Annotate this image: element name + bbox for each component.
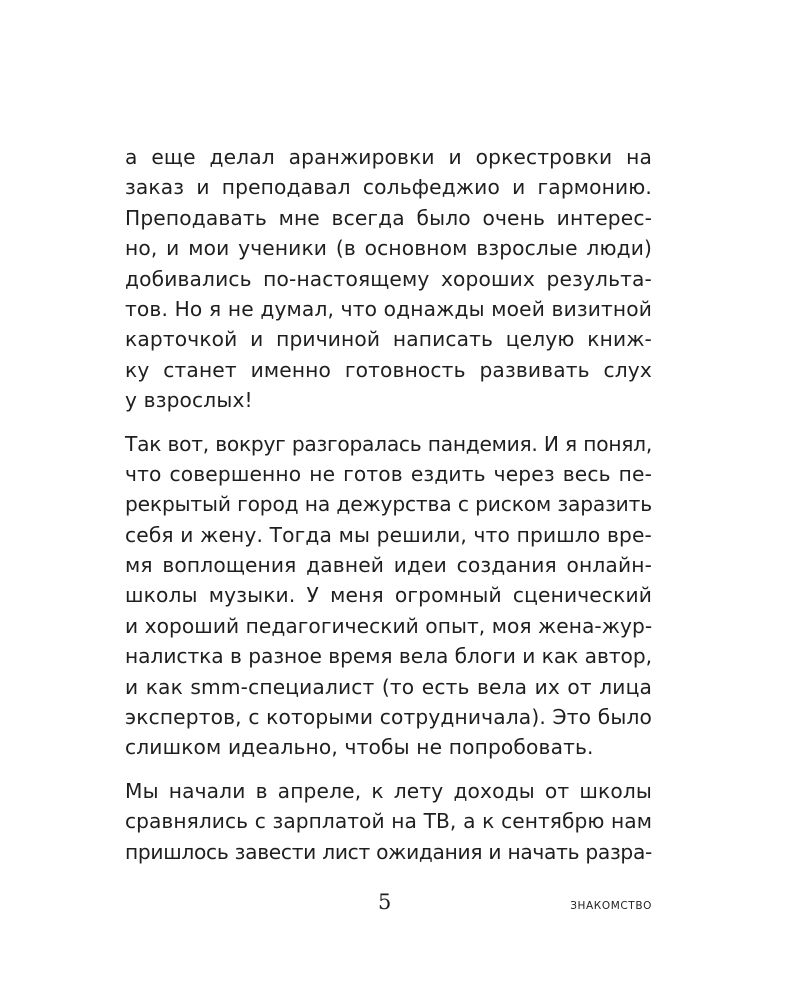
text-line: экспертов, с которыми сотрудничала). Это было: [125, 705, 652, 730]
text-line: что совершенно не готов ездить через весь пе-: [125, 461, 652, 486]
paragraph-3: [125, 776, 652, 867]
text-line: и как smm-специалист (то есть вела их от лица: [125, 674, 652, 699]
text-line: налистка в разное время вела блоги и как автор,: [125, 644, 652, 669]
text-line: Преподавать мне всегда было очень интерес-: [125, 205, 652, 230]
page-number: 5: [378, 890, 392, 914]
text-line: школы музыки. У меня огромный сценический: [125, 583, 652, 608]
text-line: заказ и преподавал сольфеджио и гармонию.: [125, 175, 652, 200]
text-line: но, и мои ученики (в основном взрослые люди): [125, 236, 652, 261]
text-line: добивались по-настоящему хороших результа-: [125, 266, 652, 291]
text-line: и хороший педагогический опыт, моя жена-жур-: [125, 613, 653, 638]
text-line: а еще делал аранжировки и оркестровки на: [125, 145, 652, 169]
text-line: у взрослых!: [125, 388, 253, 413]
text-line: рекрытый город на дежурства с риском заразить: [125, 492, 652, 517]
text-line: тов. Но я не думал, что однажды моей визитной: [125, 296, 653, 321]
text-line: Мы начали в апреле, к лету доходы от школы: [125, 778, 652, 803]
text-line: слишком идеально, чтобы не попробовать.: [125, 735, 594, 760]
text-line: ку станет именно готовность развивать слух: [125, 357, 652, 382]
body-text: [125, 142, 652, 880]
paragraph-2: [125, 429, 652, 763]
text-line: карточкой и причиной написать целую книж-: [125, 327, 652, 352]
text-line: сравнялись с зарплатой на ТВ, а к сентябрю нам: [125, 809, 652, 834]
running-head: ЗНАКОМСТВО: [570, 900, 652, 912]
text-line: пришлось завести лист ожидания и начать разра-: [125, 839, 652, 864]
text-line: мя воплощения давней идеи создания онлайн-: [125, 553, 652, 578]
paragraph-1: [125, 142, 652, 416]
text-line: Так вот, вокруг разгоралась пандемия. И я понял,: [125, 431, 652, 456]
text-line: себя и жену. Тогда мы решили, что пришло вре-: [125, 522, 652, 547]
